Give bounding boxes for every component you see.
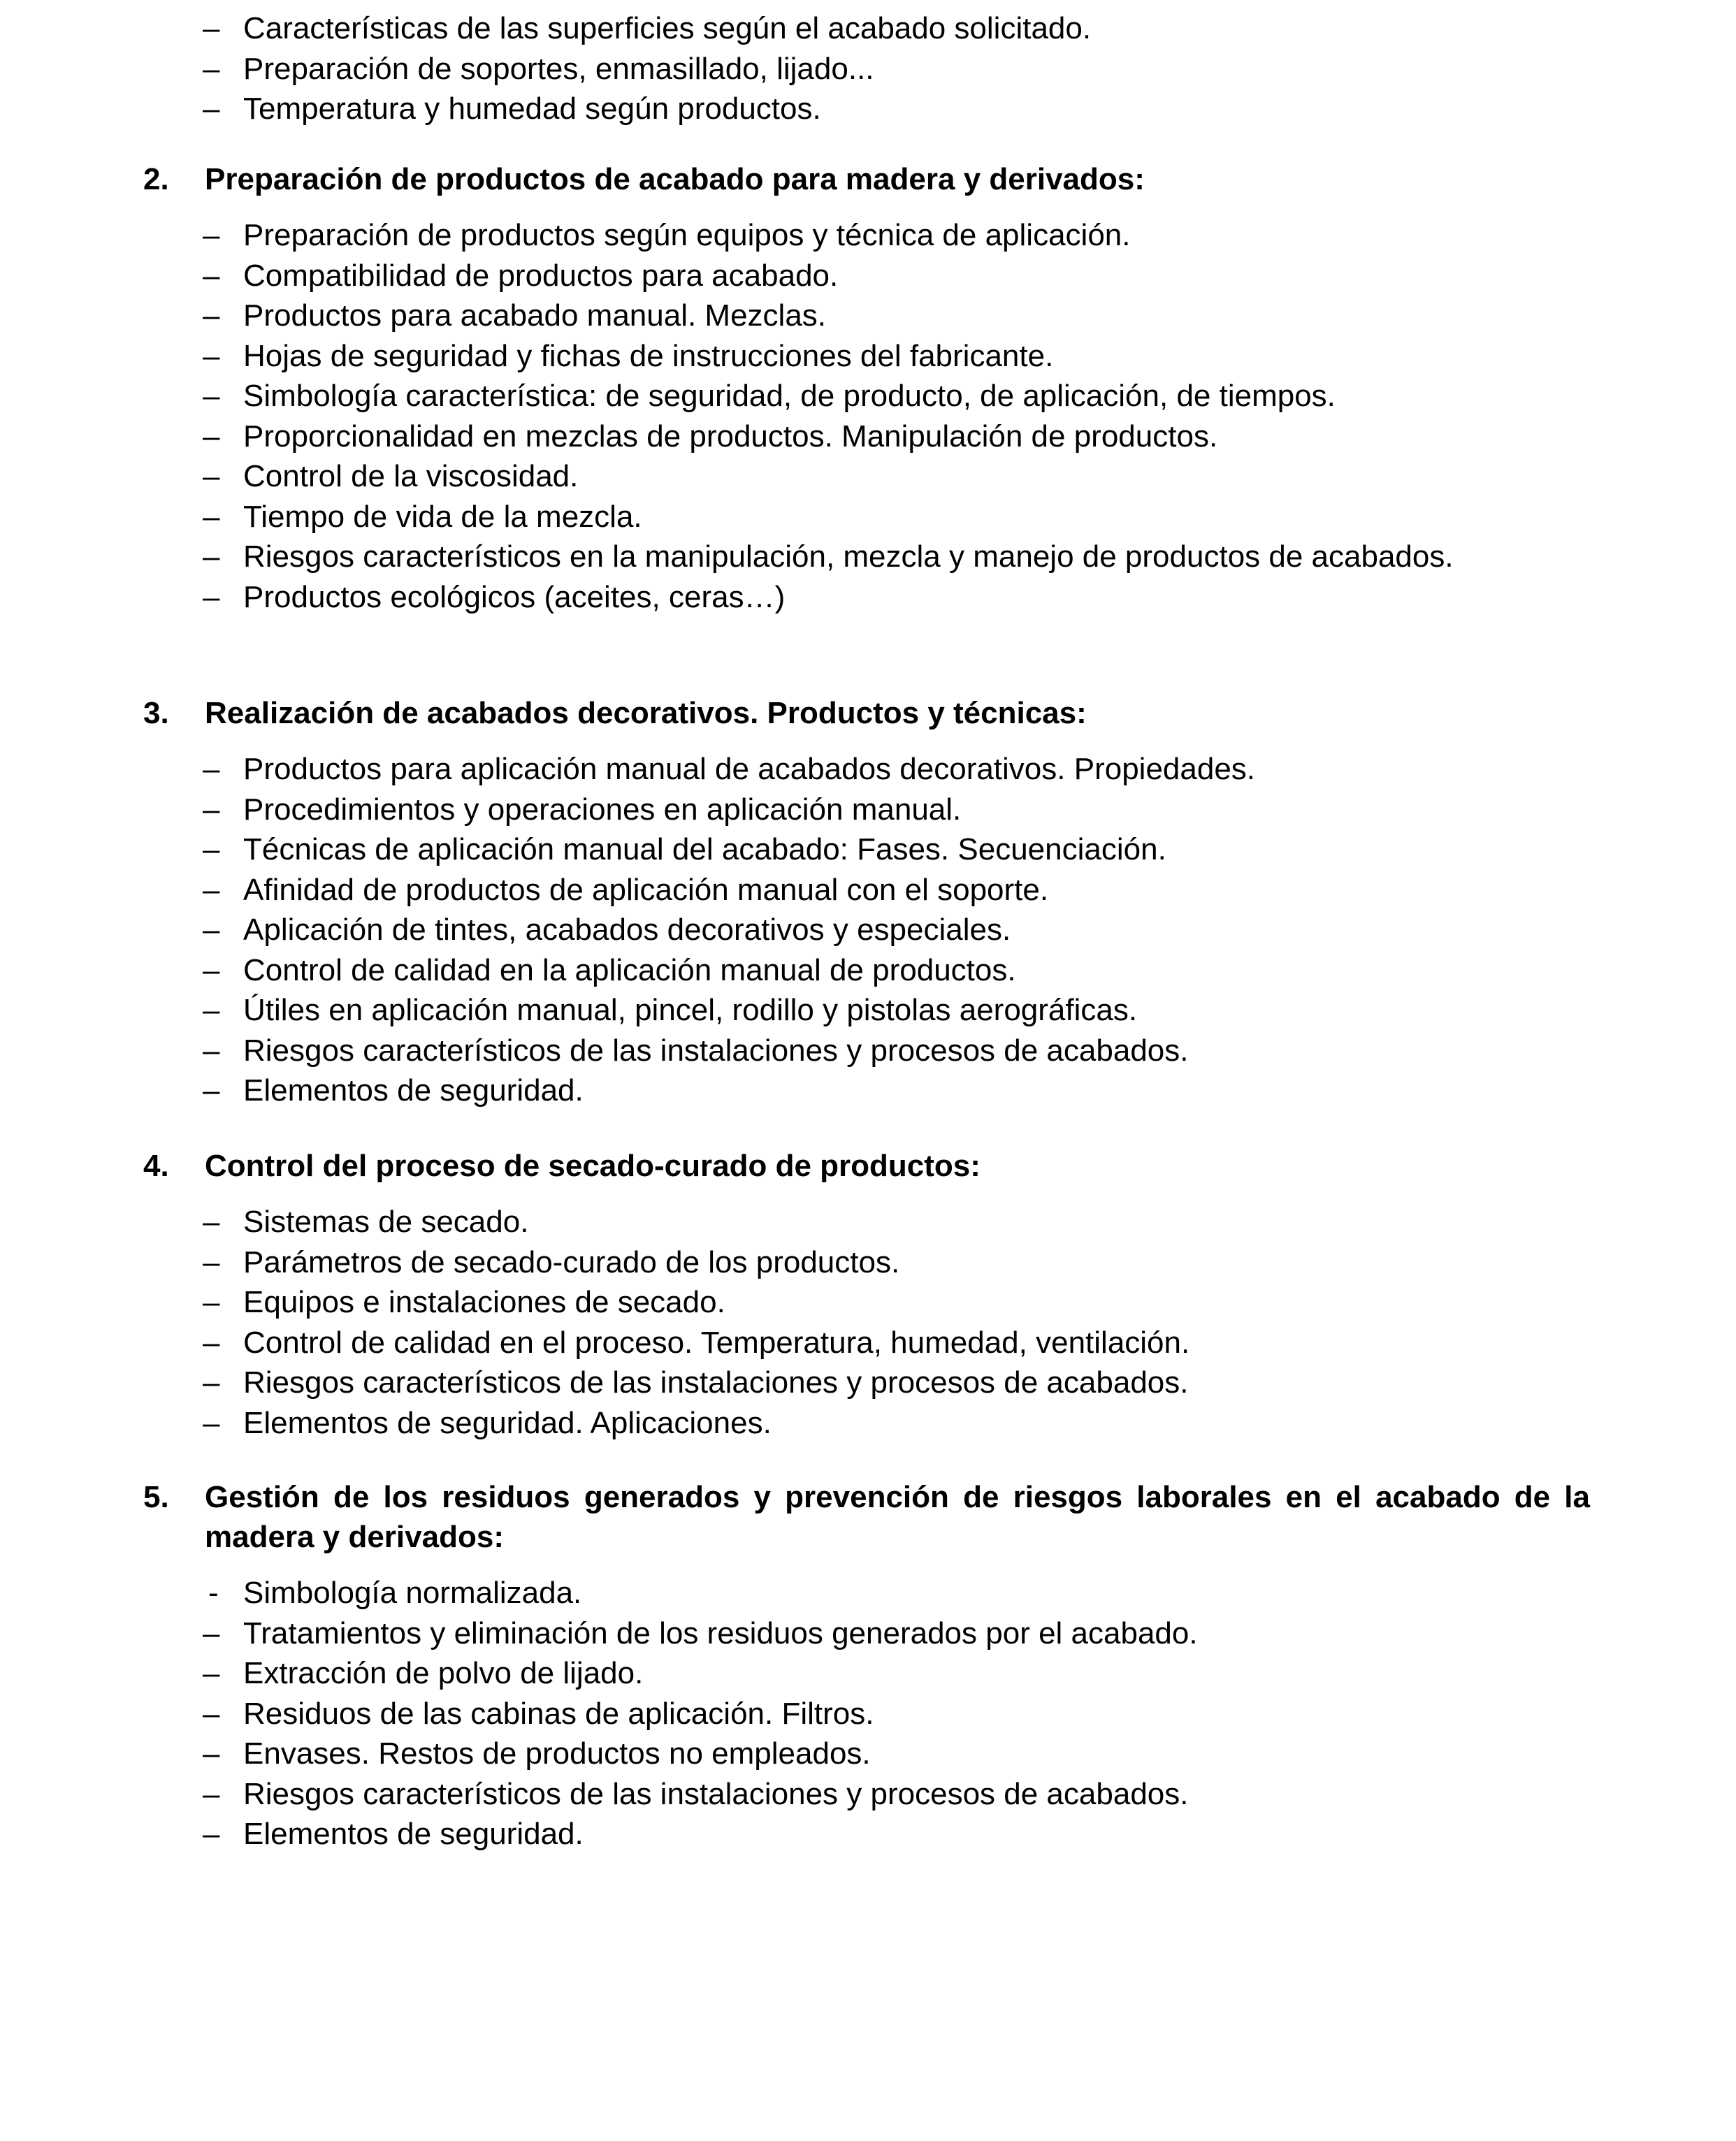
- section-heading: [143, 1146, 1590, 1186]
- list-item: [203, 8, 1586, 49]
- list-item-text: Riesgos característicos de las instalaciones y procesos de acabados.: [243, 1365, 1189, 1400]
- section-3: [143, 693, 1590, 1111]
- dash-bullet: –: [203, 92, 220, 126]
- dash-bullet: –: [203, 379, 220, 413]
- list-item-text: Equipos e instalaciones de secado.: [243, 1285, 725, 1319]
- list-item-text: Hojas de seguridad y fichas de instrucciones del fabricante.: [243, 338, 1054, 373]
- list-item: [203, 1403, 1590, 1444]
- list-item-text: Elementos de seguridad.: [243, 1073, 584, 1108]
- list-item: [203, 749, 1590, 790]
- dash-bullet: –: [203, 1405, 220, 1440]
- section-number: 2.: [143, 162, 169, 196]
- dash-bullet: –: [203, 752, 220, 786]
- dash-bullet: –: [203, 258, 220, 293]
- list-item: [203, 256, 1590, 296]
- list-item: [203, 1613, 1590, 1654]
- list-item: [203, 910, 1590, 950]
- dash-bullet: –: [203, 218, 220, 252]
- list-item: [203, 537, 1590, 577]
- dash-bullet: –: [203, 1244, 220, 1279]
- dash-bullet: –: [203, 579, 220, 614]
- list-item-text: Preparación de productos según equipos y técnica de aplicación.: [243, 218, 1131, 252]
- list-item: [203, 990, 1590, 1031]
- section-title: Gestión de los residuos generados y prevención de riesgos laborales en el acabado de la madera y derivados:: [205, 1480, 1590, 1554]
- list-item: [203, 1282, 1590, 1323]
- list-item-text: Compatibilidad de productos para acabado.: [243, 258, 839, 293]
- section-number: 4.: [143, 1149, 169, 1183]
- list-item: [203, 336, 1590, 377]
- section-heading: [143, 693, 1590, 733]
- list-item-text: Parámetros de secado-curado de los productos.: [243, 1244, 900, 1279]
- dash-bullet: –: [203, 1033, 220, 1068]
- section-item-list: [143, 1202, 1590, 1443]
- dash-bullet: –: [203, 952, 220, 987]
- dash-bullet: –: [203, 1616, 220, 1650]
- list-item: [203, 1070, 1590, 1111]
- dash-bullet: –: [203, 792, 220, 827]
- list-item: [203, 1031, 1590, 1071]
- section-2: [143, 159, 1590, 617]
- dash-bullet: –: [203, 499, 220, 534]
- list-item: [203, 870, 1590, 910]
- list-item-text: Riesgos característicos de las instalaciones y procesos de acabados.: [243, 1033, 1189, 1068]
- list-item-text: Tiempo de vida de la mezcla.: [243, 499, 642, 534]
- list-item-text: Productos para acabado manual. Mezclas.: [243, 298, 827, 333]
- dash-bullet: –: [203, 1073, 220, 1108]
- list-item-text: Control de la viscosidad.: [243, 459, 579, 493]
- list-item-text: Temperatura y humedad según productos.: [243, 92, 821, 126]
- section-5: [143, 1477, 1590, 1855]
- dash-bullet: –: [203, 913, 220, 947]
- list-item: [203, 950, 1590, 991]
- list-item-text: Productos para aplicación manual de acabados decorativos. Propiedades.: [243, 752, 1256, 786]
- list-item: [203, 89, 1586, 129]
- dash-bullet: –: [203, 1776, 220, 1811]
- list-item-text: Riesgos característicos en la manipulación, mezcla y manejo de productos de acabados.: [243, 539, 1454, 574]
- list-item: [203, 296, 1590, 336]
- list-item: [203, 49, 1586, 89]
- list-item-text: Procedimientos y operaciones en aplicación manual.: [243, 792, 962, 827]
- list-item-text: Sistemas de secado.: [243, 1205, 529, 1239]
- section-item-list: [143, 749, 1590, 1111]
- section-item-list: [143, 215, 1590, 617]
- list-item-text: Riesgos característicos de las instalaciones y procesos de acabados.: [243, 1776, 1189, 1811]
- list-item: [203, 1242, 1590, 1283]
- section-item-list: [143, 1573, 1590, 1855]
- dash-bullet: –: [203, 1656, 220, 1690]
- list-item-text: Residuos de las cabinas de aplicación. Filtros.: [243, 1696, 874, 1731]
- list-item: [203, 376, 1590, 416]
- section-number: 3.: [143, 696, 169, 730]
- section-title: Preparación de productos de acabado para madera y derivados:: [205, 162, 1145, 196]
- list-item-text: Envases. Restos de productos no empleados.: [243, 1736, 871, 1771]
- dash-bullet: –: [203, 1817, 220, 1851]
- list-item: [203, 1363, 1590, 1403]
- list-item: [203, 1814, 1590, 1855]
- list-item: [203, 456, 1590, 497]
- list-item-text: Productos ecológicos (aceites, ceras…): [243, 579, 786, 614]
- list-item: [203, 497, 1590, 537]
- dash-bullet: –: [203, 1285, 220, 1319]
- dash-bullet: -: [208, 1576, 219, 1610]
- list-item-text: Proporcionalidad en mezclas de productos. Manipulación de productos.: [243, 419, 1218, 453]
- list-item-text: Aplicación de tintes, acabados decorativos y especiales.: [243, 913, 1011, 947]
- list-item: [203, 1653, 1590, 1694]
- dash-bullet: –: [203, 338, 220, 373]
- section-heading: [143, 159, 1590, 199]
- section-title: Control del proceso de secado-curado de productos:: [205, 1149, 981, 1183]
- dash-bullet: –: [203, 539, 220, 574]
- section-heading: [143, 1477, 1590, 1557]
- dash-bullet: –: [203, 51, 220, 86]
- dash-bullet: –: [203, 832, 220, 866]
- list-item: [203, 790, 1590, 830]
- dash-bullet: –: [203, 1736, 220, 1771]
- list-item: [203, 416, 1590, 457]
- section-number: 5.: [143, 1480, 169, 1514]
- list-item-text: Control de calidad en el proceso. Temperatura, humedad, ventilación.: [243, 1325, 1190, 1360]
- list-item: [203, 829, 1590, 870]
- list-item-text: Útiles en aplicación manual, pincel, rodillo y pistolas aerográficas.: [243, 993, 1138, 1027]
- dash-bullet: –: [203, 1325, 220, 1360]
- list-item: [203, 1774, 1590, 1815]
- dash-bullet: –: [203, 1696, 220, 1731]
- section-title: Realización de acabados decorativos. Productos y técnicas:: [205, 696, 1087, 730]
- dash-bullet: –: [203, 1365, 220, 1400]
- list-item-text: Preparación de soportes, enmasillado, lijado...: [243, 51, 874, 86]
- list-item-text: Elementos de seguridad.: [243, 1817, 584, 1851]
- list-item-text: Técnicas de aplicación manual del acabado: Fases. Secuenciación.: [243, 832, 1166, 866]
- dash-bullet: –: [203, 459, 220, 493]
- list-item-text: Tratamientos y eliminación de los residuos generados por el acabado.: [243, 1616, 1198, 1650]
- list-item: [203, 215, 1590, 256]
- list-item: [203, 1573, 1590, 1613]
- section-4: [143, 1146, 1590, 1443]
- dash-bullet: –: [203, 993, 220, 1027]
- list-item: [203, 1694, 1590, 1734]
- list-item-text: Simbología normalizada.: [243, 1576, 582, 1610]
- dash-bullet: –: [203, 1205, 220, 1239]
- list-item: [203, 1202, 1590, 1242]
- dash-bullet: –: [203, 872, 220, 907]
- list-item-text: Características de las superficies según el acabado solicitado.: [243, 11, 1092, 45]
- list-item: [203, 577, 1590, 618]
- list-item: [203, 1734, 1590, 1774]
- dash-bullet: –: [203, 298, 220, 333]
- list-item-text: Afinidad de productos de aplicación manual con el soporte.: [243, 872, 1049, 907]
- list-item-text: Control de calidad en la aplicación manual de productos.: [243, 952, 1016, 987]
- intro-item-list: [203, 8, 1586, 129]
- dash-bullet: –: [203, 11, 220, 45]
- list-item-text: Simbología característica: de seguridad, de producto, de aplicación, de tiempos.: [243, 379, 1336, 413]
- list-item: [203, 1323, 1590, 1363]
- list-item-text: Elementos de seguridad. Aplicaciones.: [243, 1405, 772, 1440]
- dash-bullet: –: [203, 419, 220, 453]
- list-item-text: Extracción de polvo de lijado.: [243, 1656, 644, 1690]
